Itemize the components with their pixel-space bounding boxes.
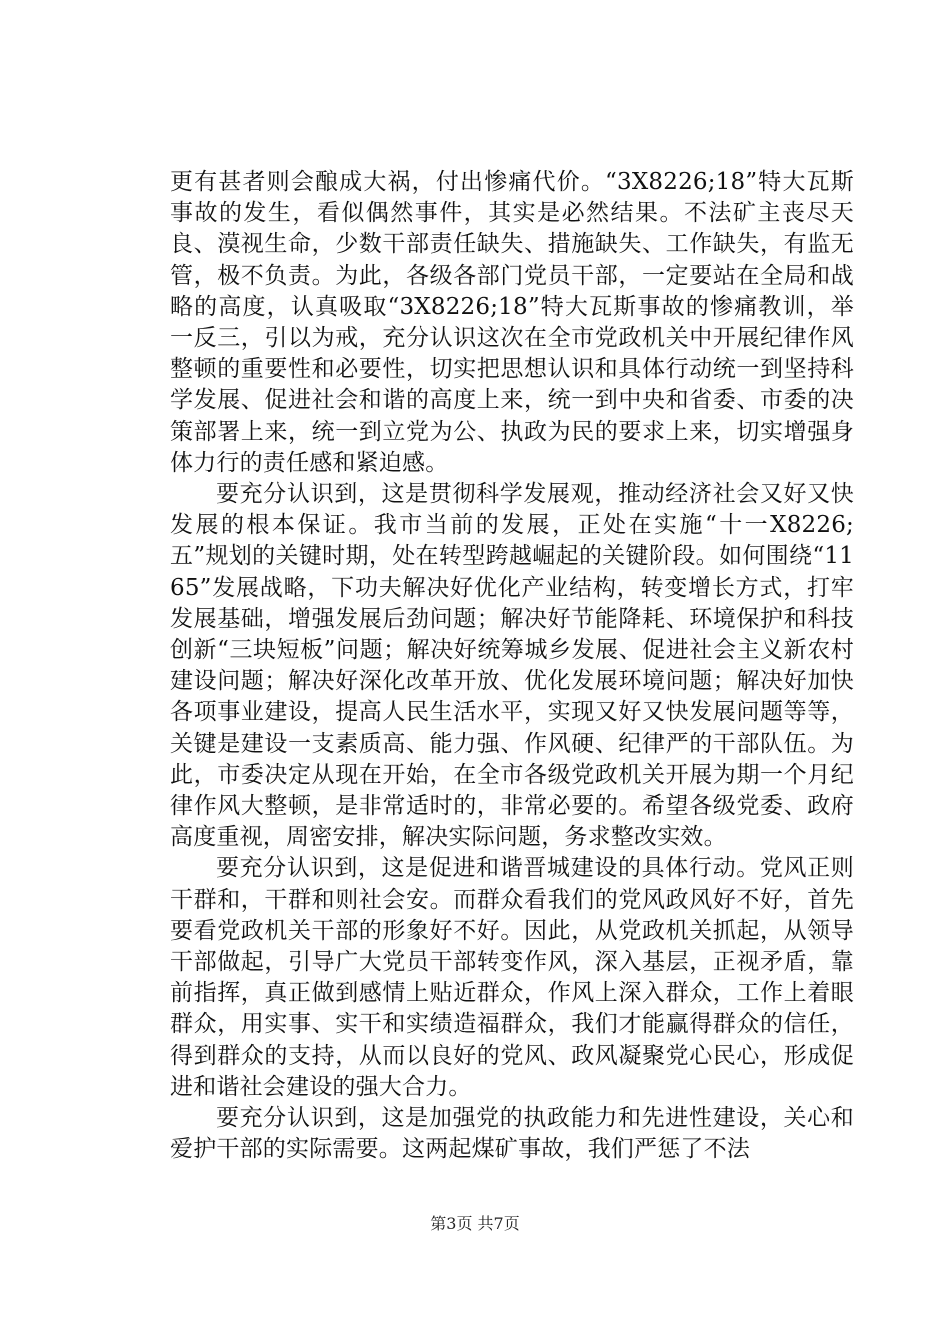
paragraph-4: 要充分认识到，这是加强党的执政能力和先进性建设，关心和爱护干部的实际需要。这两起煤矿事故，我们严惩了不法 <box>170 1105 854 1163</box>
paragraph-2: 要充分认识到，这是贯彻科学发展观，推动经济社会又好又快发展的根本保证。我市当前的发展，正处在实施“十一X8226;五”规划的关键时期，处在转型跨越崛起的关键阶段。如何围绕“1165”发展战略，下功夫解决好优化产业结构，转变增长方式，打牢发展基础，增强发展后劲问题；解决好节能降耗、环境保护和科技创新“三块短板”问题；解决好统筹城乡发展、促进社会主义新农村建设问题；解决好深化改革开放、优化发展环境问题；解决好加快各项事业建设，提高人民生活水平，实现又好又快发展问题等等，关键是建设一支素质高、能力强、作风硬、纪律严的干部队伍。为此，市委决定从现在开始，在全市各级党政机关开展为期一个月纪律作风大整顿，是非常适时的，非常必要的。希望各级党委、政府高度重视，周密安排，解决实际问题，务求整改实效。 <box>170 481 854 851</box>
paragraph-1: 更有甚者则会酿成大祸，付出惨痛代价。“3X8226;18”特大瓦斯事故的发生，看似偶然事件，其实是必然结果。不法矿主丧尽天良、漠视生命，少数干部责任缺失、措施缺失、工作缺失，有监无管，极不负责。为此，各级各部门党员干部，一定要站在全局和战略的高度，认真吸取“3X8226;18”特大瓦斯事故的惨痛教训，举一反三，引以为戒，充分认识这次在全市党政机关中开展纪律作风整顿的重要性和必要性，切实把思想认识和具体行动统一到坚持科学发展、促进社会和谐的高度上来，统一到中央和省委、市委的决策部署上来，统一到立党为公、执政为民的要求上来，切实增强身体力行的责任感和紧迫感。 <box>170 169 854 476</box>
page-number-footer: 第3页 共7页 <box>430 1214 520 1233</box>
document-body <box>170 167 854 1166</box>
paragraph-3: 要充分认识到，这是促进和谐晋城建设的具体行动。党风正则干群和，干群和则社会安。而群众看我们的党风政风好不好，首先要看党政机关干部的形象好不好。因此，从党政机关抓起，从领导干部做起，引导广大党员干部转变作风，深入基层，正视矛盾，靠前指挥，真正做到感情上贴近群众，作风上深入群众，工作上着眼群众，用实事、实干和实绩造福群众，我们才能赢得群众的信任，得到群众的支持，从而以良好的党风、政风凝聚党心民心，形成促进和谐社会建设的强大合力。 <box>170 855 854 1100</box>
